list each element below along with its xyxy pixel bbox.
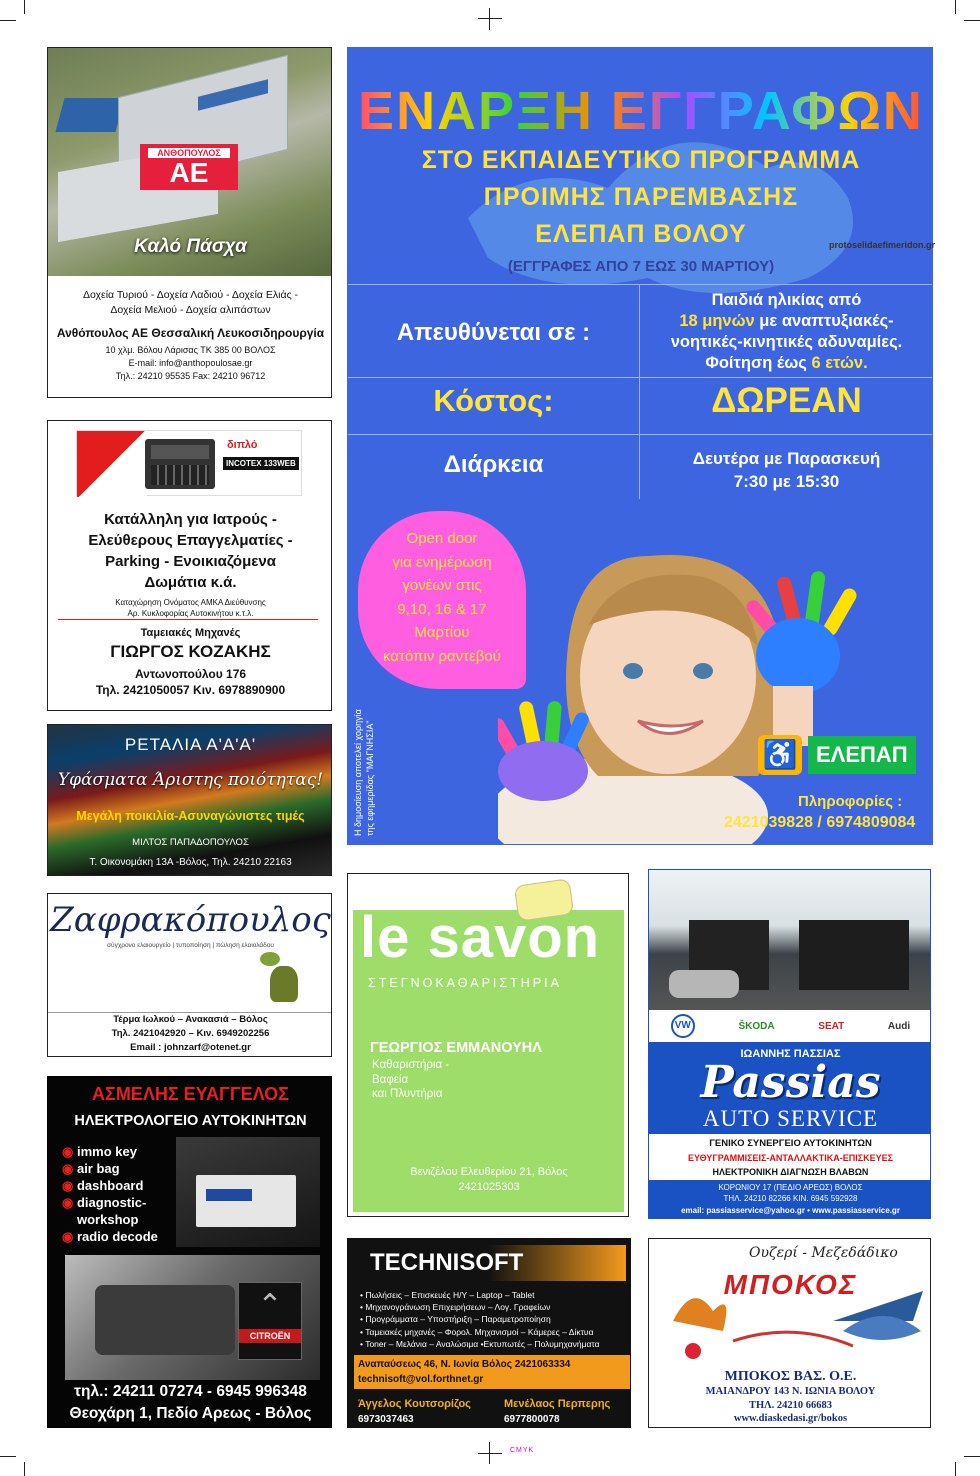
sponsor-note: Η δημοσίευση αποτελεί χορηγία της εφημερίδας "ΜΑΓΝΗΣΙΑ" (353, 709, 375, 836)
wheelchair-icon: ♿ (758, 735, 802, 775)
email: E-mail: info@anthopoulosae.gr (128, 358, 253, 368)
cost-value: ΔΩΡΕΑΝ (711, 381, 862, 420)
retalia-ad: ΡΕΤΑΛΙΑ Α'Α'Α' Υφάσματα Άριστης ποιότητας! Μεγάλη ποικιλία-Ασυναγώνιστες τιμές ΜΙΛΤΟΣ ΠΑΠΑΔΟΠΟΥΛΟΣ Τ. Οικονομάκη 13Α -Βόλος, Τηλ. 24210 22163 (47, 724, 332, 876)
info-table (348, 284, 933, 498)
elepap-title: ΕΝΑΡΞΗ ΕΓΓΡΑΦΩΝ (348, 80, 933, 142)
technisoft-logo: TECHNISOFT (370, 1249, 524, 1276)
painted-hand-left (498, 700, 591, 801)
crop-mark (478, 18, 502, 19)
lesavon-logo: le savon (360, 905, 601, 970)
elepap-dates: (ΕΓΓΡΑΦΕΣ ΑΠΟ 7 ΕΩΣ 30 ΜΑΡΤΙΟΥ) (507, 258, 775, 275)
address: 10 χλμ. Βόλου Λάρισας ΤΚ 385 00 ΒΟΛΟΣ (105, 345, 276, 355)
passias-ad: VW ŠKODA SEAT Audi ΙΩΑΝΝΗΣ ΠΑΣΣΙΑΣ Passias AUTO SERVICE ΓΕΝΙΚΟ ΣΥΝΕΡΓΕΙΟ ΑΥΤΟΚΙΝΗΤΩΝ ΕΥΘΥΓΡΑΜΜΙΣΕΙΣ-ΑΝΤΑΛΛΑΚΤΙΚΑ-ΕΠΙΣΚΕΥΕΣ ΗΛΕΚΤΡΟΝΙΚΗ ΔΙΑΓΝΩΣΗ ΒΛΑΒΩΝ ΚΟΡΩΝΙΟΥ 17 (ΠΕΔΙΟ ΑΡΕΩΣ) ΒΟΛΟΣ ΤΗΛ. 24210 82266 ΚΙΝ. 6945 592928 email: passiasservice@yahoo.gr • www.passiasservice.gr (648, 869, 931, 1219)
passias-logo: Passias (700, 1057, 881, 1108)
company-name: Ανθόπουλος ΑΕ Θεσσαλική Λευκοσιδηρουργία (56, 326, 325, 340)
owner-name: ΓΙΩΡΓΟΣ ΚΟΖΑΚΗΣ (110, 642, 271, 661)
duration-text: Δευτέρα με Παρασκευή 7:30 με 15:30 (692, 449, 881, 491)
target-text: Παιδιά ηλικίας από 18 μηνών με αναπτυξιακές- νοητικές-κινητικές αδυναμίες. Φοίτηση έως 6 ετών. (670, 291, 903, 372)
crop-mark (964, 20, 980, 21)
car-brands: VW ŠKODA SEAT Audi (649, 1010, 931, 1042)
elepap-subtitle-3: ΕΛΕΠΑΠ ΒΟΛΟΥ (535, 220, 747, 248)
watermark: protoselidaefimeridon.gr (829, 240, 936, 250)
crop-mark (964, 1456, 980, 1457)
olive-jug-icon (260, 952, 308, 1004)
products-line-2: Δοχεία Μελιού - Δοχεία αλιπάστων (110, 304, 271, 316)
crop-mark (955, 0, 956, 14)
services-list: ◉ immo key ◉ air bag ◉ dashboard ◉ diagnostic- workshop ◉ radio decode (62, 1144, 158, 1244)
info-phones: 2421039828 / 6974809084 (724, 814, 916, 831)
cost-label: Κόστος: (433, 383, 554, 418)
crop-mark (0, 20, 16, 21)
citroen-logo: ⌃ CITROËN (238, 1282, 302, 1360)
target-label: Απευθύνεται σε : (396, 319, 591, 346)
elepap-ad (347, 47, 936, 845)
crop-mark (489, 8, 490, 30)
anthopoulos-ad (47, 47, 332, 398)
crop-mark (0, 1456, 16, 1457)
crop-mark (955, 1462, 956, 1476)
cash-register-banner: διπλό INCOTEX 133WEB (76, 430, 302, 496)
elepap-subtitle-1: ΣΤΟ ΕΚΠΑΙΔΕΥΤΙΚΟ ΠΡΟΓΡΑΜΜΑ (421, 146, 861, 174)
crop-mark (489, 1442, 490, 1464)
crop-mark (478, 1453, 502, 1454)
battery-photo (176, 1137, 320, 1247)
zafrakopoulos-ad: Ζαφρακόπουλος σύγχρονο ελαιουργείο | τυποποίηση | πώληση ελαιολάδου Τέρμα Ιωλκού – Ανακασιά – Βόλος Τηλ. 2421042920 – Κιν. 6949202256 Email : johnzarf@otenet.gr (47, 893, 332, 1057)
elepap-subtitle-2: ΠΡΟΙΜΗΣ ΠΑΡΕΜΒΑΣΗΣ (483, 183, 799, 211)
garage-photo (649, 870, 931, 1010)
bokos-logo: ΜΠΟΚΟΣ (723, 1269, 858, 1300)
crop-mark (24, 0, 25, 14)
brand-name: Ζαφρακόπουλος (50, 900, 331, 940)
products-line-1: Δοχεία Τυριού - Δοχεία Λαδιού - Δοχεία Ελιάς - (82, 289, 299, 301)
info-label: Πληροφορίες : (798, 793, 903, 810)
elepap-logo: ♿ ΕΛΕΠΑΠ (758, 734, 916, 776)
lesavon-ad: le savon ΣΤΕΓΝΟΚΑΘΑΡΙΣΤΗΡΙΑ ΓΕΩΡΓΙΟΣ ΕΜΜΑΝΟΥΗΛ Καθαριστήρια - Βαφεία και Πλυντήρια Βενιζέλου Ελευθερίου 21, Βόλος 2421025303 (347, 873, 629, 1217)
crop-mark (24, 1462, 25, 1476)
duration-label: Διάρκεια (443, 451, 544, 478)
technisoft-ad: TECHNISOFT • Πωλήσεις – Επισκευές Η/Υ – Laptop – Tablet • Μηχανογράνωση Επιχειρήσεων – Λογ. Γραφείων • Προγράμματα – Υποστήριξη – Παραμετροποίηση • Ταμειακές μηχανές – Φορολ. Μηχανισμοί – Κάμερες – Δίκτυα • Toner – Μελάνια – Αναλώσιμα •Εκτυπωτές – Πολυμηχανήματα Αναπαύσεως 46, Ν. Ιωνία Βόλος 2421063334 technisoft@vol.forthnet.gr Άγγελος Κουτσορίζος 6973037463 Μενέλαος Περπερης 6977800078 (347, 1238, 631, 1428)
phones: Τηλ.: 24210 95535 Fax: 24210 96712 (115, 371, 266, 381)
cmyk-label: CMYK (510, 1447, 535, 1454)
bokos-ad: Ουζερί - Μεζεδάδικο ΜΠΟΚΟΣ ΜΠΟΚΟΣ ΒΑΣ. Ο.Ε. ΜΑΙΑΝΔΡΟΥ 143 Ν. ΙΩΝΙΑ ΒΟΛΟΥ ΤΗΛ. 24210 66683 www.diaskedasi.gr/bokos (648, 1238, 931, 1428)
open-door-bubble: Open door για ενημέρωση γονέων στις 9,10, 16 & 17 Μαρτίου κατόπιν ραντεβού (358, 511, 526, 689)
anthopoulos-logo: ΑΝΘΟΠΟΥΛΟΣ ΑΕ (140, 144, 238, 190)
cash-register-image (145, 439, 215, 489)
kozakis-ad: διπλό INCOTEX 133WEB Κατάλληλη για Ιατρούς - Ελεύθερους Επαγγελματίες - Parking - Ενοικιαζόμενα Δωμάτια κ.ά. Καταχώρηση Ονόματος ΑΜΚΑ Διεύθυνσης Αρ. Κυκλοφορίας Αυτοκινήτου κ.τ.λ. Ταμειακές Μηχανές ΓΙΩΡΓΟΣ ΚΟΖΑΚΗΣ Αντωνοπούλου 176 Τηλ. 2421050057 Κιν. 6978890900 (47, 420, 332, 711)
greeting: Καλό Πάσχα (134, 236, 247, 257)
asmelis-ad: ΑΣΜΕΛΗΣ ΕΥΑΓΓΕΛΟΣ ΗΛΕΚΤΡΟΛΟΓΕΙΟ ΑΥΤΟΚΙΝΗΤΩΝ ◉ immo key ◉ air bag ◉ dashboard ◉ diagnostic- workshop ◉ radio decode ⌃ CITROËN τηλ.: 24211 07274 - 6945 996348 Θεοχάρη 1, Πεδίο Αρεως - Βόλος (47, 1076, 332, 1428)
